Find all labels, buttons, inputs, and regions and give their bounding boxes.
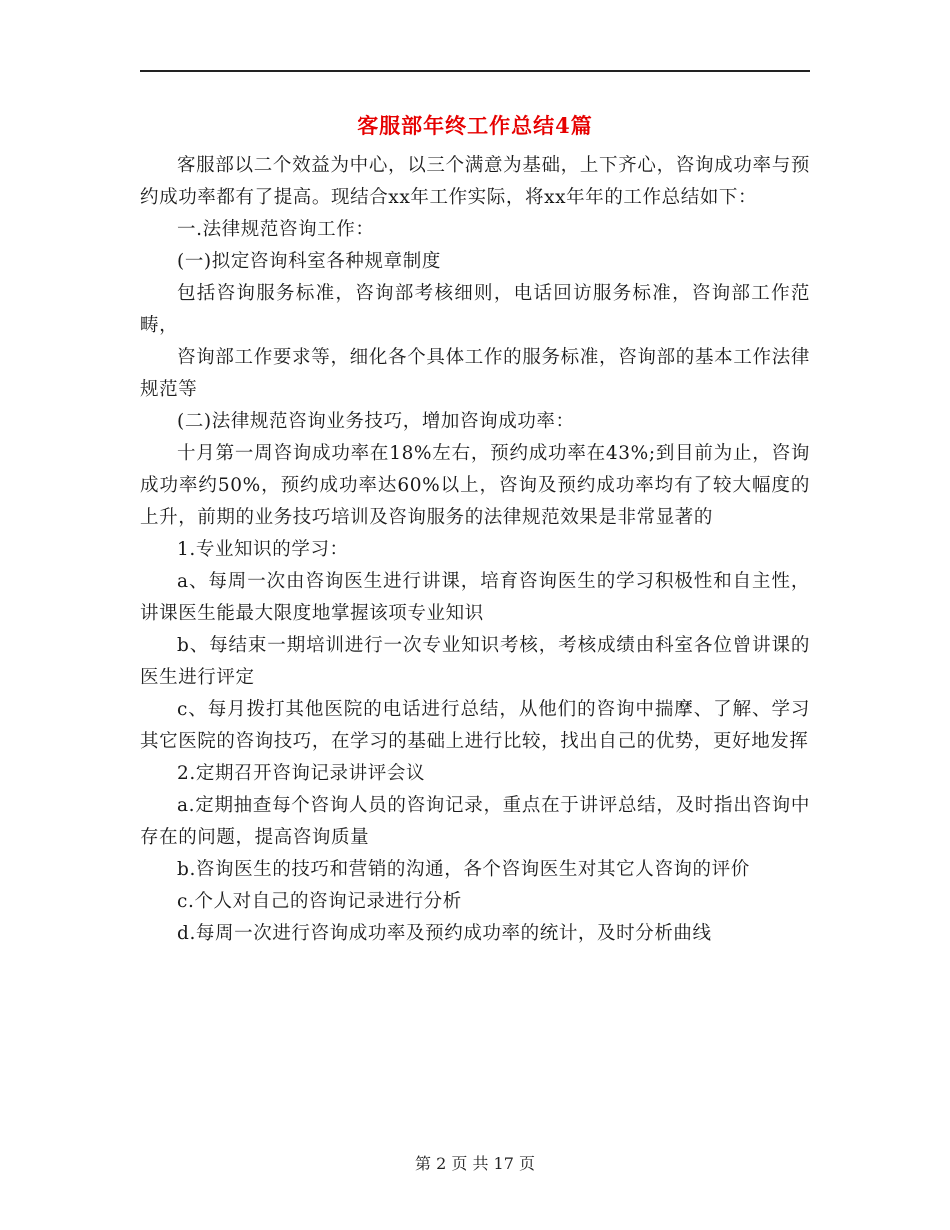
- page-footer: [0, 1152, 950, 1176]
- paragraph: c.个人对自己的咨询记录进行分析: [177, 891, 462, 912]
- document-title: 客服部年终工作总结4篇: [357, 113, 593, 138]
- paragraph: 包括咨询服务标准，咨询部考核细则，电话回访服务标准，咨询部工作范畴，: [140, 283, 810, 336]
- paragraph: 1.专业知识的学习：: [177, 539, 349, 560]
- paragraph: a、每周一次由咨询医生进行讲课，培育咨询医生的学习积极性和自主性，讲课医生能最大限度地掌握该项专业知识: [140, 571, 810, 624]
- header-rule: [140, 70, 810, 72]
- paragraph: 十月第一周咨询成功率在18%左右，预约成功率在43%;到目前为止，咨询成功率约50%，预约成功率达60%以上，咨询及预约成功率均有了较大幅度的上升，前期的业务技巧培训及咨询服务的法律规范效果是非常显著的: [140, 443, 810, 528]
- paragraph: (一)拟定咨询科室各种规章制度: [177, 251, 441, 272]
- paragraph: a.定期抽查每个咨询人员的咨询记录，重点在于讲评总结，及时指出咨询中存在的问题，提高咨询质量: [140, 795, 810, 848]
- paragraph: 咨询部工作要求等，细化各个具体工作的服务标准，咨询部的基本工作法律规范等: [140, 347, 810, 400]
- page-number: 第 2 页 共 17 页: [415, 1154, 535, 1173]
- paragraph: 客服部以二个效益为中心，以三个满意为基础，上下齐心，咨询成功率与预约成功率都有了提高。现结合xx年工作实际，将xx年年的工作总结如下：: [140, 155, 810, 208]
- paragraph: 2.定期召开咨询记录讲评会议: [177, 763, 426, 784]
- paragraph: (二)法律规范咨询业务技巧，增加咨询成功率：: [177, 411, 575, 432]
- paragraph: c、每月拨打其他医院的电话进行总结，从他们的咨询中揣摩、了解、学习其它医院的咨询技巧，在学习的基础上进行比较，找出自己的优势，更好地发挥: [140, 699, 810, 752]
- paragraph: 一.法律规范咨询工作：: [177, 219, 375, 240]
- document-body: [140, 150, 810, 950]
- paragraph: b.咨询医生的技巧和营销的沟通，各个咨询医生对其它人咨询的评价: [177, 859, 750, 880]
- paragraph: d.每周一次进行咨询成功率及预约成功率的统计，及时分析曲线: [177, 923, 712, 944]
- paragraph: b、每结束一期培训进行一次专业知识考核，考核成绩由科室各位曾讲课的医生进行评定: [140, 635, 810, 688]
